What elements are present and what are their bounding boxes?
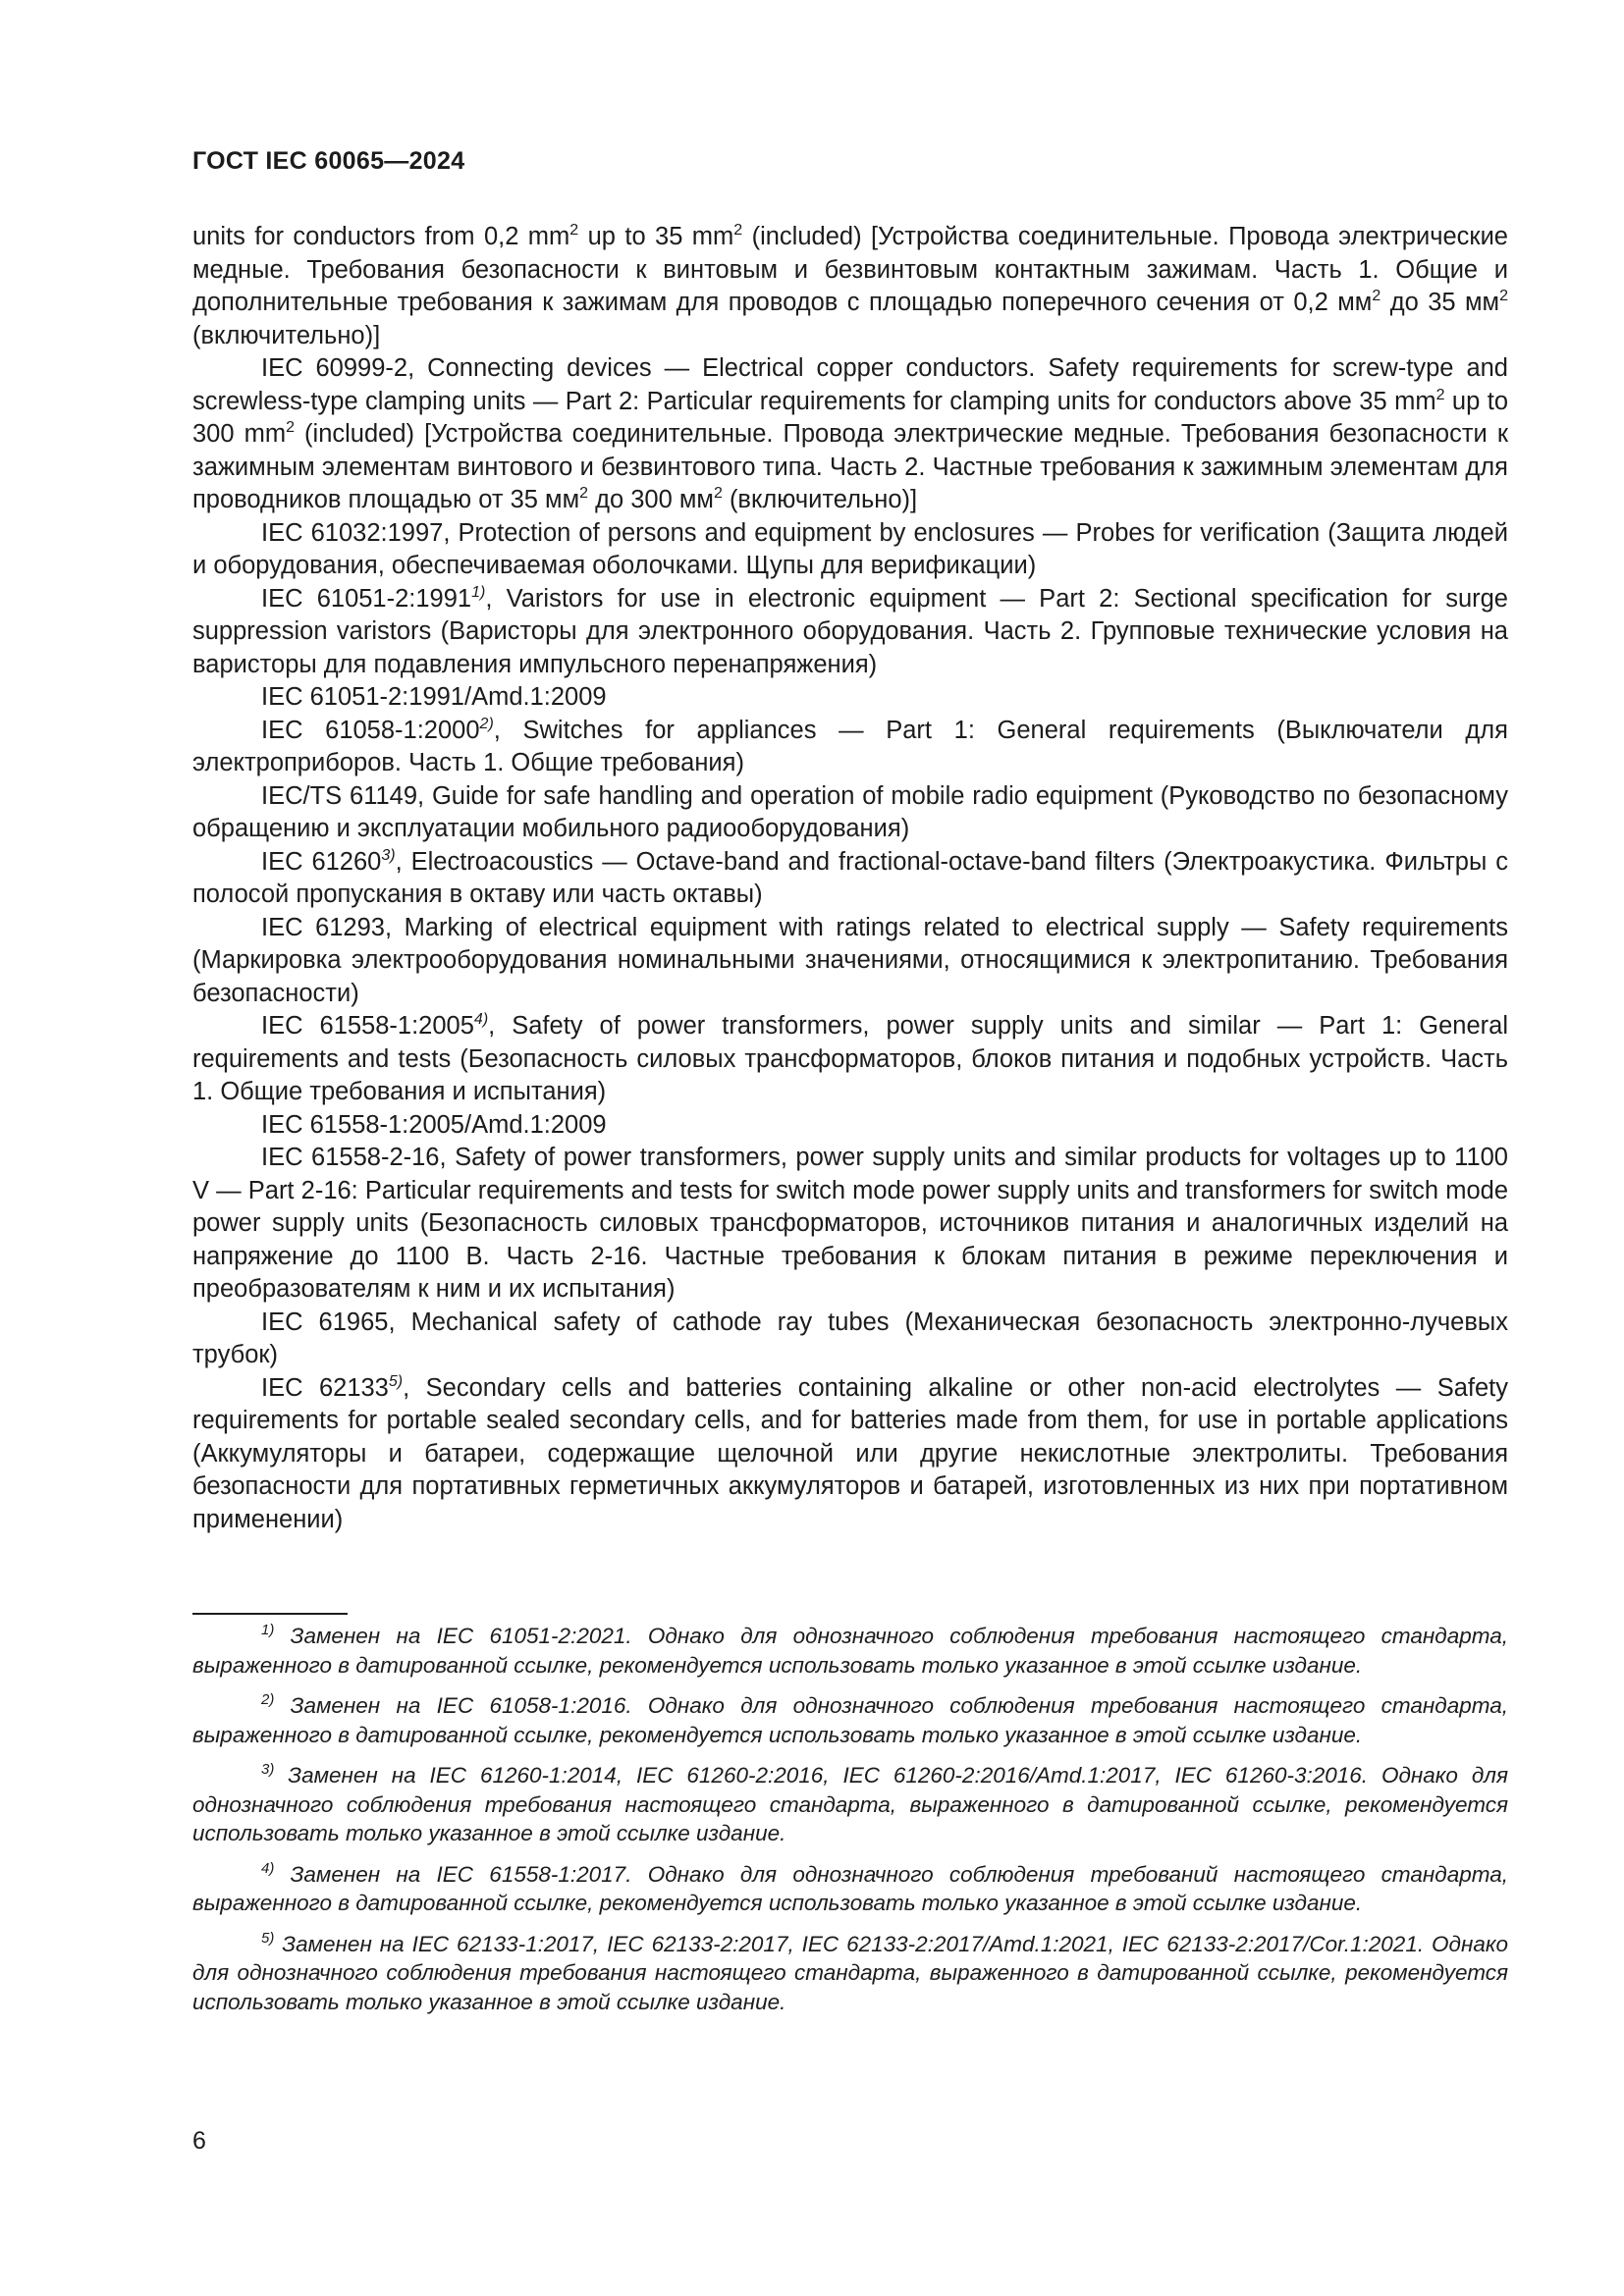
page-number: 6 [192, 2127, 206, 2155]
reference-item: IEC 61965, Mechanical safety of cathode ray tubes (Механическая безопасность электронно-лучевых трубок) [192, 1308, 1508, 1368]
reference-item: IEC 61558-1:2005/Amd.1:2009 [261, 1110, 607, 1139]
footnote: $^{4)}$ Заменен на IEC 61558-1:2017. Однако для однозначного соблюдения требований настоящего стандарта, выраженного в датированной ссылке, рекомендуется использовать только указанное в этой ссылке издание. [192, 1859, 1508, 1915]
page-header: ГОСТ IEC 60065—2024 [192, 147, 465, 175]
reference-item: IEC 61051-2:1991/Amd.1:2009 [261, 683, 607, 711]
reference-item: IEC 61058-1:2000$^{2)}$, Switches for appliances — Part 1: General requirements (Выключатели для электроприборов. Часть 1. Общие требования) [192, 715, 1508, 776]
reference-item: IEC 61558-1:2005$^{4)}$, Safety of power transformers, power supply units and similar — Part 1: General requirements and tests (Безопасность силовых трансформаторов, блоков питания и подобных устройств. Часть 1. Общие требования и испытания) [192, 1011, 1508, 1105]
reference-item: IEC 61051-2:1991$^{1)}$, Varistors for use in electronic equipment — Part 2: Sectional specification for surge suppression varistors (Варисторы для электронного оборудования. Часть 2. Групповые технические условия на варисторы для подавления импульсного перенапряжения) [192, 583, 1508, 678]
reference-item: IEC 62133$^{5)}$, Secondary cells and batteries containing alkaline or other non-acid electrolytes — Safety requirements for portable sealed secondary cells, and for batteries made from them, for use in portable applications (Аккумуляторы и батареи, содержащие щелочной или другие некислотные электролиты. Требования безопасности для портативных герметичных аккумуляторов и батарей, изготовленных из них при портативном применении) [192, 1372, 1508, 1533]
footnote-ref: 4) [473, 1011, 489, 1028]
footnote: $^{1)}$ Заменен на IEC 61051-2:2021. Однако для однозначного соблюдения требования настоящего стандарта, выраженного в датированной ссылке, рекомендуется использовать только указанное в этой ссылке издание. [192, 1622, 1508, 1678]
footnote: $^{3)}$ Заменен на IEC 61260-1:2014, IEC 61260-2:2016, IEC 61260-2:2016/Amd.1:2017, IEC 61260-3:2016. Однако для однозначного соблюдения требования настоящего стандарта, выраженного в датированной ссылке, рекомендуется использовать только указанное в этой ссылке издание. [192, 1761, 1508, 1845]
footnote-divider [192, 1613, 348, 1615]
reference-item: IEC 61293, Marking of electrical equipment with ratings related to electrical supply — Safety requirements (Маркировка электрооборудования номинальными значениями, относящимися к электропитанию. Требования безопасности) [192, 913, 1508, 1007]
footnote-ref: 2) [479, 715, 494, 732]
footnote-ref: 5) [388, 1372, 404, 1390]
footnote-ref: 1) [471, 583, 486, 601]
reference-item: IEC 61558-2-16, Safety of power transformers, power supply units and similar products for voltages up to 1100 V — Part 2-16: Particular requirements and tests for switch mode power supply units and transformers for switch mode power supply units (Безопасность силовых трансформаторов, источников питания и аналогичных изделий на напряжение до 1100 В. Часть 2-16. Частные требования к блокам питания в режиме переключения и преобразователям к ним и их испытания) [192, 1144, 1508, 1303]
footnote: $^{2)}$ Заменен на IEC 61058-1:2016. Однако для однозначного соблюдения требования настоящего стандарта, выраженного в датированной ссылке, рекомендуется использовать только указанное в этой ссылке издание. [192, 1691, 1508, 1747]
footnote-ref: 3) [381, 846, 396, 864]
reference-item: IEC 61032:1997, Protection of persons and equipment by enclosures — Probes for verification (Защита людей и оборудования, обеспечиваемая оболочками. Щупы для верификации) [192, 518, 1508, 579]
reference-item: IEC 61260$^{3)}$, Electroacoustics — Octave-band and fractional-octave-band filters (Электроакустика. Фильтры с полосой пропускания в октаву или часть октавы) [192, 846, 1508, 908]
footnotes [192, 1622, 1508, 2028]
reference-item: IEC/TS 61149, Guide for safe handling and operation of mobile radio equipment (Руководство по безопасному обращению и эксплуатации мобильного радиооборудования) [192, 781, 1508, 842]
normative-references-text [192, 221, 1508, 1536]
reference-item: units for conductors from 0,2 $mm^2$ up to 35 $mm^2$ (included) [Устройства соединительные. Провода электрические медные. Требования безопасности к винтовым и безвинтовым контактным зажимам. Часть 1. Общие и дополнительные требования к зажимам для проводов с площадью поперечного сечения от 0,2 $мм^2$ до 35 $мм^2$ (включительно)] [192, 222, 1508, 349]
footnote: $^{5)}$ Заменен на IEC 62133-1:2017, IEC 62133-2:2017, IEC 62133-2:2017/Amd.1:2021, IEC 62133-2:2017/Cor.1:2021. Однако для однозначного соблюдения требования настоящего стандарта, выраженного в датированной ссылке, рекомендуется использовать только указанное в этой ссылке издание. [192, 1929, 1508, 2014]
reference-item: IEC 60999-2, Connecting devices — Electrical copper conductors. Safety requirements for screw-type and screwless-type clamping units — Part 2: Particular requirements for clamping units for conductors above 35 $mm^2$ up to 300 $mm^2$ (included) [Устройства соединительные. Провода электрические медные. Требования безопасности к зажимным элементам винтового и безвинтового типа. Часть 2. Частные требования к зажимным элементам для проводников площадью от 35 $мм^2$ до 300 $мм^2$ (включительно)] [192, 354, 1508, 513]
